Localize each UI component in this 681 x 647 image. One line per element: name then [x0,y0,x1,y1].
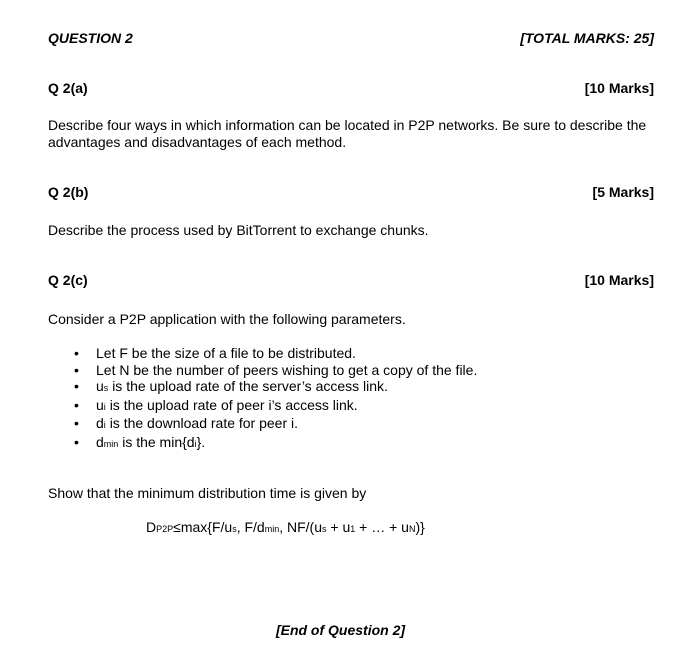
end-of-question: [End of Question 2] [275,622,406,638]
part-a-text: Describe four ways in which information can be located in P2P networks. Be sure to describe the advantages and disadvantages of each method. [48,117,647,150]
part-c-marks: [10 Marks] [584,272,654,288]
part-b-text: Describe the process used by BitTorrent to exchange chunks. [48,222,429,238]
part-a-header [48,80,654,96]
list-item: • ui is the upload rate of peer i’s access link. [48,397,477,416]
list-item: • di is the download rate for peer i. [48,415,477,434]
part-c-label: Q 2(c) [48,272,88,288]
question-title: QUESTION 2 [48,30,133,46]
total-marks: [TOTAL MARKS: 25] [520,30,654,46]
parameter-list [48,345,477,452]
list-item: • us is the upload rate of the server’s access link. [48,378,477,397]
list-item: • Let F be the size of a file to be distributed. [48,345,477,362]
part-a-label: Q 2(a) [48,80,88,96]
question-header [48,30,654,46]
part-c-conclusion: Show that the minimum distribution time is given by [48,485,367,501]
part-b-header [48,184,654,200]
distribution-time-formula: DP2P≤max{F/us, F/dmin, NF/(us + u1 + … + uN)} [146,519,425,535]
part-b-marks: [5 Marks] [592,184,654,200]
list-item: • Let N be the number of peers wishing to get a copy of the file. [48,362,477,379]
part-c-header [48,272,654,288]
list-item: • dmin is the min{di}. [48,434,477,453]
part-a-marks: [10 Marks] [584,80,654,96]
part-b-label: Q 2(b) [48,184,89,200]
part-c-intro: Consider a P2P application with the following parameters. [48,311,406,327]
